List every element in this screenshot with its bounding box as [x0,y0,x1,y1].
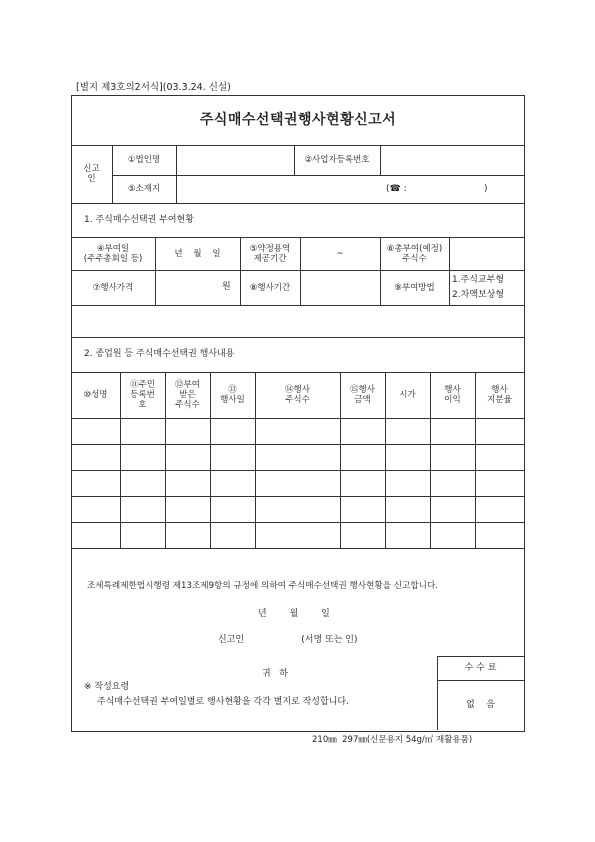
total-shares-field[interactable] [450,238,523,269]
table-row[interactable] [72,419,523,443]
col-resident-number: ⑪주민 등록번 호 [130,380,155,410]
col-exercise-date: ⑬ 행사일 [220,385,245,405]
col-granted-shares: ⑫부여 받은 주식수 [175,380,200,410]
phone-close: ) [484,184,488,194]
form-title: 주식매수선택권행사현황신고서 [199,112,397,128]
signer-line[interactable]: 신고인 (서명 또는 인) [218,635,358,645]
exercise-period-value[interactable]: ~ [336,248,344,259]
addressee: 귀 하 [262,669,288,679]
table-row[interactable] [72,523,523,547]
form-number: [별지 제3호의2서식](03.3.24. 신설) [76,82,231,93]
table-row[interactable] [72,497,523,521]
notes-body: 주식매수선택권 부여일별로 행사현황을 각각 별지로 작성합니다. [97,697,349,707]
grant-date-value[interactable]: 년 월 일 [174,248,221,259]
declaration-statement: 조세특례제한법시행령 제13조제9항의 규정에 의하여 주식매수선택권 행사현황을 신고합니다. [87,581,438,591]
fee-label: 수 수 료 [464,663,497,673]
notes-title: ※ 작성요령 [84,682,130,692]
table-row[interactable] [72,445,523,469]
exercise-term-field[interactable] [301,271,380,304]
col-exercised-shares: ⑭행사 주식수 [285,385,310,405]
corp-name-field[interactable] [177,146,293,174]
biz-reg-field[interactable] [381,146,523,174]
section1-title: 1. 주식매수선택권 부여현황 [84,215,194,225]
grant-method-option-2[interactable]: 2.차액보상형 [452,290,505,300]
address-label: ⑤소재지 [127,184,161,194]
section2-title: 2. 종업원 등 주식매수선택권 행사내용 [84,349,235,359]
address-field[interactable] [177,176,523,202]
reporter-label: 신고인 [83,164,100,184]
col-market-price: 시가 [399,390,416,400]
paper-spec: 210㎜ 297㎜(신문용지 54g/㎡ 재활용품) [312,735,473,745]
phone-label: (☎ : [386,184,407,194]
biz-reg-label: ②사업자등록번호 [304,155,370,165]
declaration-date[interactable]: 년 월 일 [258,609,330,619]
grant-date-label: ④부여일 (주주총회일 등) [83,243,143,264]
col-exercise-amount: ⑮행사 금액 [350,385,375,405]
fee-value: 없 음 [466,700,495,710]
price-unit: 원 [222,282,231,292]
exercise-term-label: ⑧행사기간 [249,282,291,293]
table-row[interactable] [72,471,523,495]
col-exercise-ratio: 행사 지분율 [487,385,512,405]
grant-method-option-1[interactable]: 1.주식교부형 [452,275,505,285]
corp-name-label: ①법인명 [127,155,161,165]
grant-method-label: ⑨부여방법 [394,282,435,293]
col-name: ⑩성명 [83,390,108,400]
exercise-period-label: ⑤약정용역 제공기간 [249,243,291,264]
price-label: ⑦행사가격 [92,282,134,293]
total-shares-label: ⑥총부여(예정) 주식수 [386,243,443,264]
col-exercise-gain: 행사 이익 [444,385,461,405]
